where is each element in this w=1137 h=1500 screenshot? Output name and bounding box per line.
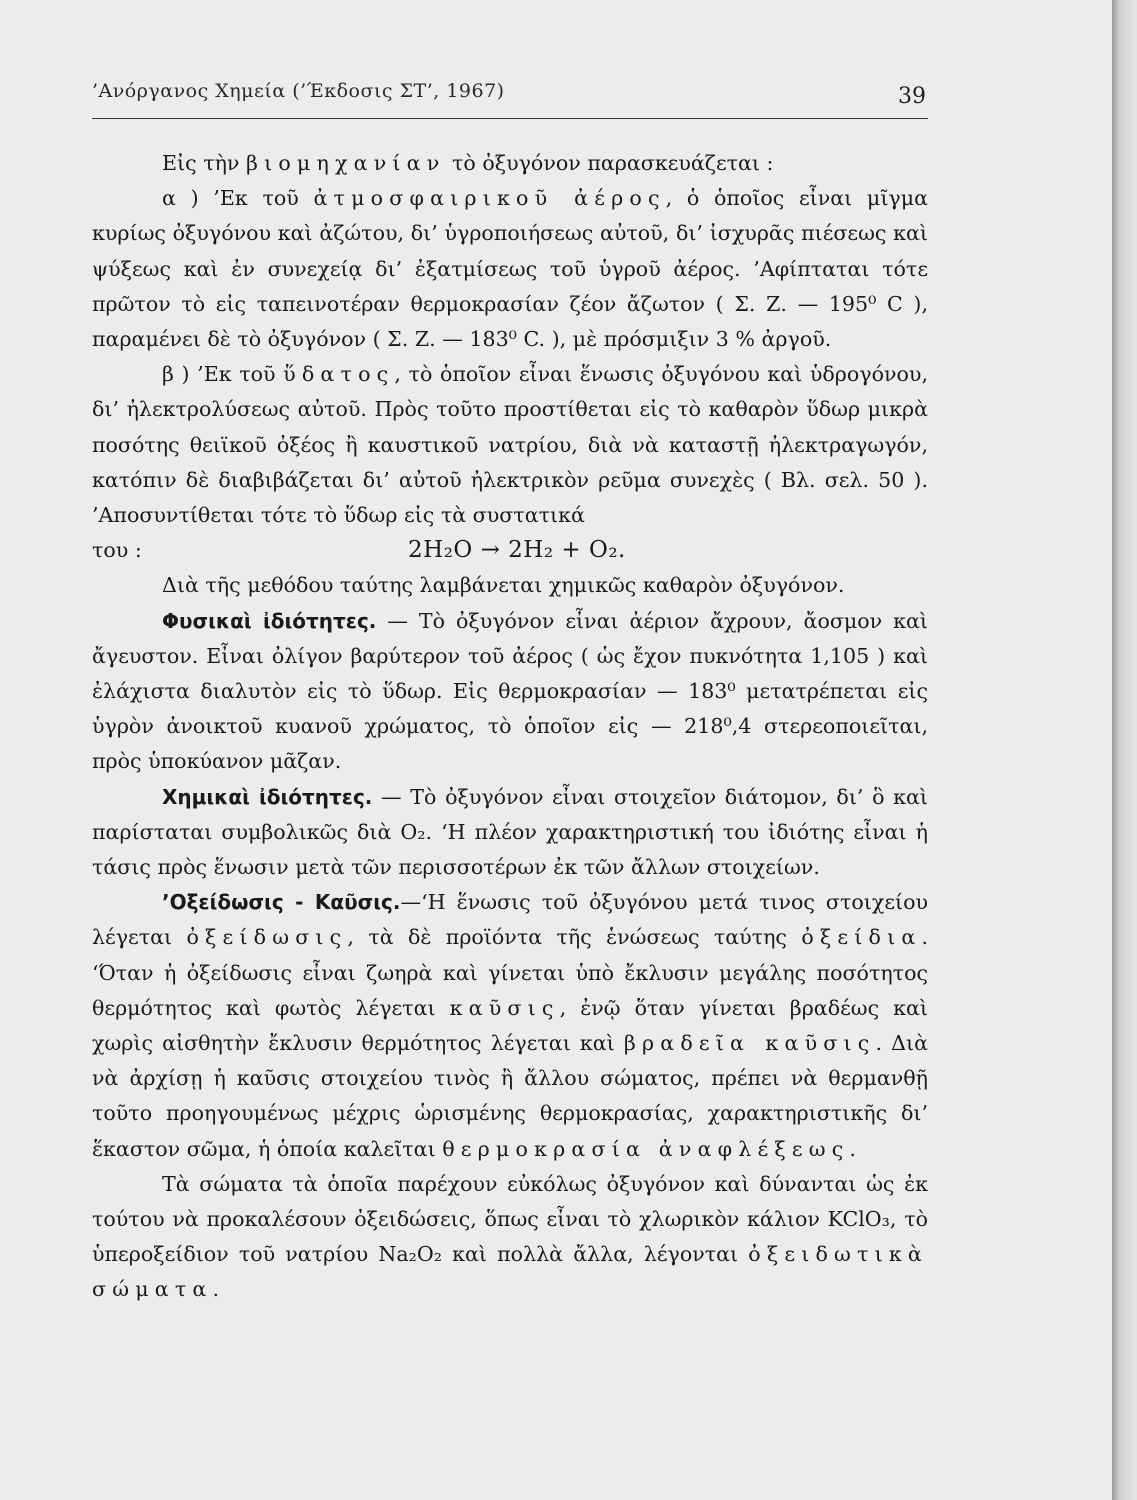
equation-label: του : [92, 538, 142, 563]
spaced-term: θερμοκρασία ἀναφλέξεως [442, 1136, 850, 1161]
spaced-term: ἀτμοσφαιρικοῦ ἀέρος [313, 186, 666, 211]
page-header [92, 74, 928, 119]
section-heading: ’Οξείδωσις - Καῦσις. [162, 890, 401, 915]
spaced-term: καῦσις [449, 995, 560, 1020]
section-heading: Φυσικαὶ ἰδιότητες. [162, 608, 377, 633]
running-title: ’Ανόργανος Χημεία (’Έκδοσις ΣΤ’, 1967) [92, 80, 505, 102]
paragraph-oxidizing-agents: Τὰ σώματα τὰ ὁποῖα παρέχουν εὐκόλως ὀξυγόνον καὶ δύνανται ὡς ἐκ τούτου νὰ προκαλέσουν ὀξειδώσεις, ὅπως εἶναι τὸ χλωρικὸν κάλιον KClO₃, τὸ ὑπεροξείδιον τοῦ νατρίου Na₂O₂ καὶ πολλὰ ἄλλα, λέγονται ὀξειδωτικὰ σώματα. [92, 1171, 928, 1302]
page-edge [1112, 0, 1137, 1500]
spaced-term: ὀξείδωσις [186, 925, 348, 950]
electrolysis-equation: 2H₂O → 2H₂ + O₂. [408, 537, 626, 564]
body-text [92, 146, 928, 1308]
spaced-term: βιομηχανίαν [245, 151, 446, 175]
paragraph-from-water: β ) ’Εκ τοῦ ὕδατος, τὸ ὁποῖον εἶναι ἕνωσις ὀξυγόνου καὶ ὑδρογόνου, δι’ ἠλεκτρολύσεως αὐτοῦ. Πρὸς τοῦτο προστίθεται εἰς τὸ καθαρὸν ὕδωρ μικρὰ ποσότης θειϊκοῦ ὀξέος ἢ καυστικοῦ νατρίου, διὰ νὰ καταστῇ ἠλεκτραγωγόν, κατόπιν δὲ διαβιβάζεται δι’ αὐτοῦ ἠλεκτρικὸν ρεῦμα συνεχὲς ( Βλ. σελ. 50 ). ’Αποσυντίθεται τότε τὸ ὕδωρ εἰς τὰ συστατικά [92, 362, 928, 528]
spaced-term: ὀξειδωτικὰ σώματα [92, 1242, 928, 1302]
paragraph-from-air: α ) ’Εκ τοῦ ἀτμοσφαιρικοῦ ἀέρος, ὁ ὁποῖος εἶναι μῖγμα κυρίως ὀξυγόνου καὶ ἀζώτου, δι’ ὑγροποιήσεως αὐτοῦ, δι’ ἰσχυρᾶς πιέσεως καὶ ψύξεως καὶ ἐν συνεχείᾳ δι’ ἐξατμίσεως τοῦ ὑγροῦ ἀέρος. ’Αφίπταται τότε πρῶτον τὸ εἰς ταπεινοτέραν θερμοκρασίαν ζέον ἄζωτον ( Σ. Ζ. — 195⁰ C ), παραμένει δὲ τὸ ὀξυγόνον ( Σ. Ζ. — 183⁰ C. ), μὲ πρόσμιξιν 3 % ἀργοῦ. [92, 186, 928, 352]
paragraph-physical-properties: Φυσικαὶ ἰδιότητες. — Τὸ ὀξυγόνον εἶναι ἀέριον ἄχρουν, ἄοσμον καὶ ἄγευστον. Εἶναι ὀλίγον βαρύτερον τοῦ ἀέρος ( ὡς ἔχον πυκνότητα 1,105 ) καὶ ἐλάχιστα διαλυτὸν εἰς τὸ ὕδωρ. Εἰς θερμοκρασίαν — 183⁰ μετατρέπεται εἰς ὑγρὸν ἀνοικτοῦ κυανοῦ χρώματος, τὸ ὁποῖον εἰς — 218⁰,4 στερεοποιεῖται, πρὸς ὑποκύανον μᾶζαν. [92, 608, 928, 774]
paragraph-industrial-prep: Εἰς τὴν βιομηχανίαν τὸ ὀξυγόνον παρασκευάζεται : [162, 151, 774, 175]
paragraph-oxidation-combustion: ’Οξείδωσις - Καῦσις.—‘Η ἕνωσις τοῦ ὀξυγόνου μετά τινος στοιχείου λέγεται ὀξείδωσις, τὰ δὲ προϊόντα τῆς ἑνώσεως ταύτης ὀξείδια. ‘Όταν ἡ ὀξείδωσις εἶναι ζωηρὰ καὶ γίνεται ὑπὸ ἔκλυσιν μεγάλης ποσότητος θερμότητος καὶ φωτὸς λέγεται καῦσις, ἐνῷ ὅταν γίνεται βραδέως καὶ χωρὶς αἰσθητὴν ἔκλυσιν θερμότητος λέγεται καὶ βραδεῖα καῦσις. Διὰ νὰ ἀρχίσῃ ἡ καῦσις στοιχείου τινὸς ἢ ἄλλου σώματος, πρέπει νὰ θερμανθῇ τοῦτο προηγουμένως μέχρις ὡρισμένης θερμοκρασίας, χαρακτηριστικῆς δι’ ἕκαστον σῶμα, ἡ ὁποία καλεῖται θερμοκρασία ἀναφλέξεως. [92, 890, 929, 1161]
section-heading: Χημικαὶ ἰδιότητες. [162, 784, 373, 809]
spaced-term: ὀξείδια [801, 925, 922, 950]
equation-line [92, 533, 928, 568]
page-number: 39 [898, 84, 926, 109]
spaced-term: ὕδατος [283, 362, 395, 387]
paragraph-method-result: Διὰ τῆς μεθόδου ταύτης λαμβάνεται χημικῶς καθαρὸν ὀξυγόνον. [162, 573, 845, 598]
spaced-term: βραδεῖα καῦσις [623, 1031, 876, 1056]
paragraph-chemical-properties: Χημικαὶ ἰδιότητες. — Τὸ ὀξυγόνον εἶναι στοιχεῖον διάτομον, δι’ ὃ καὶ παρίσταται συμβολικῶς διὰ O₂. ‘Η πλέον χαρακτηριστική του ἰδιότης εἶναι ἡ τάσις πρὸς ἕνωσιν μετὰ τῶν περισσοτέρων ἐκ τῶν ἄλλων στοιχείων. [92, 784, 928, 880]
